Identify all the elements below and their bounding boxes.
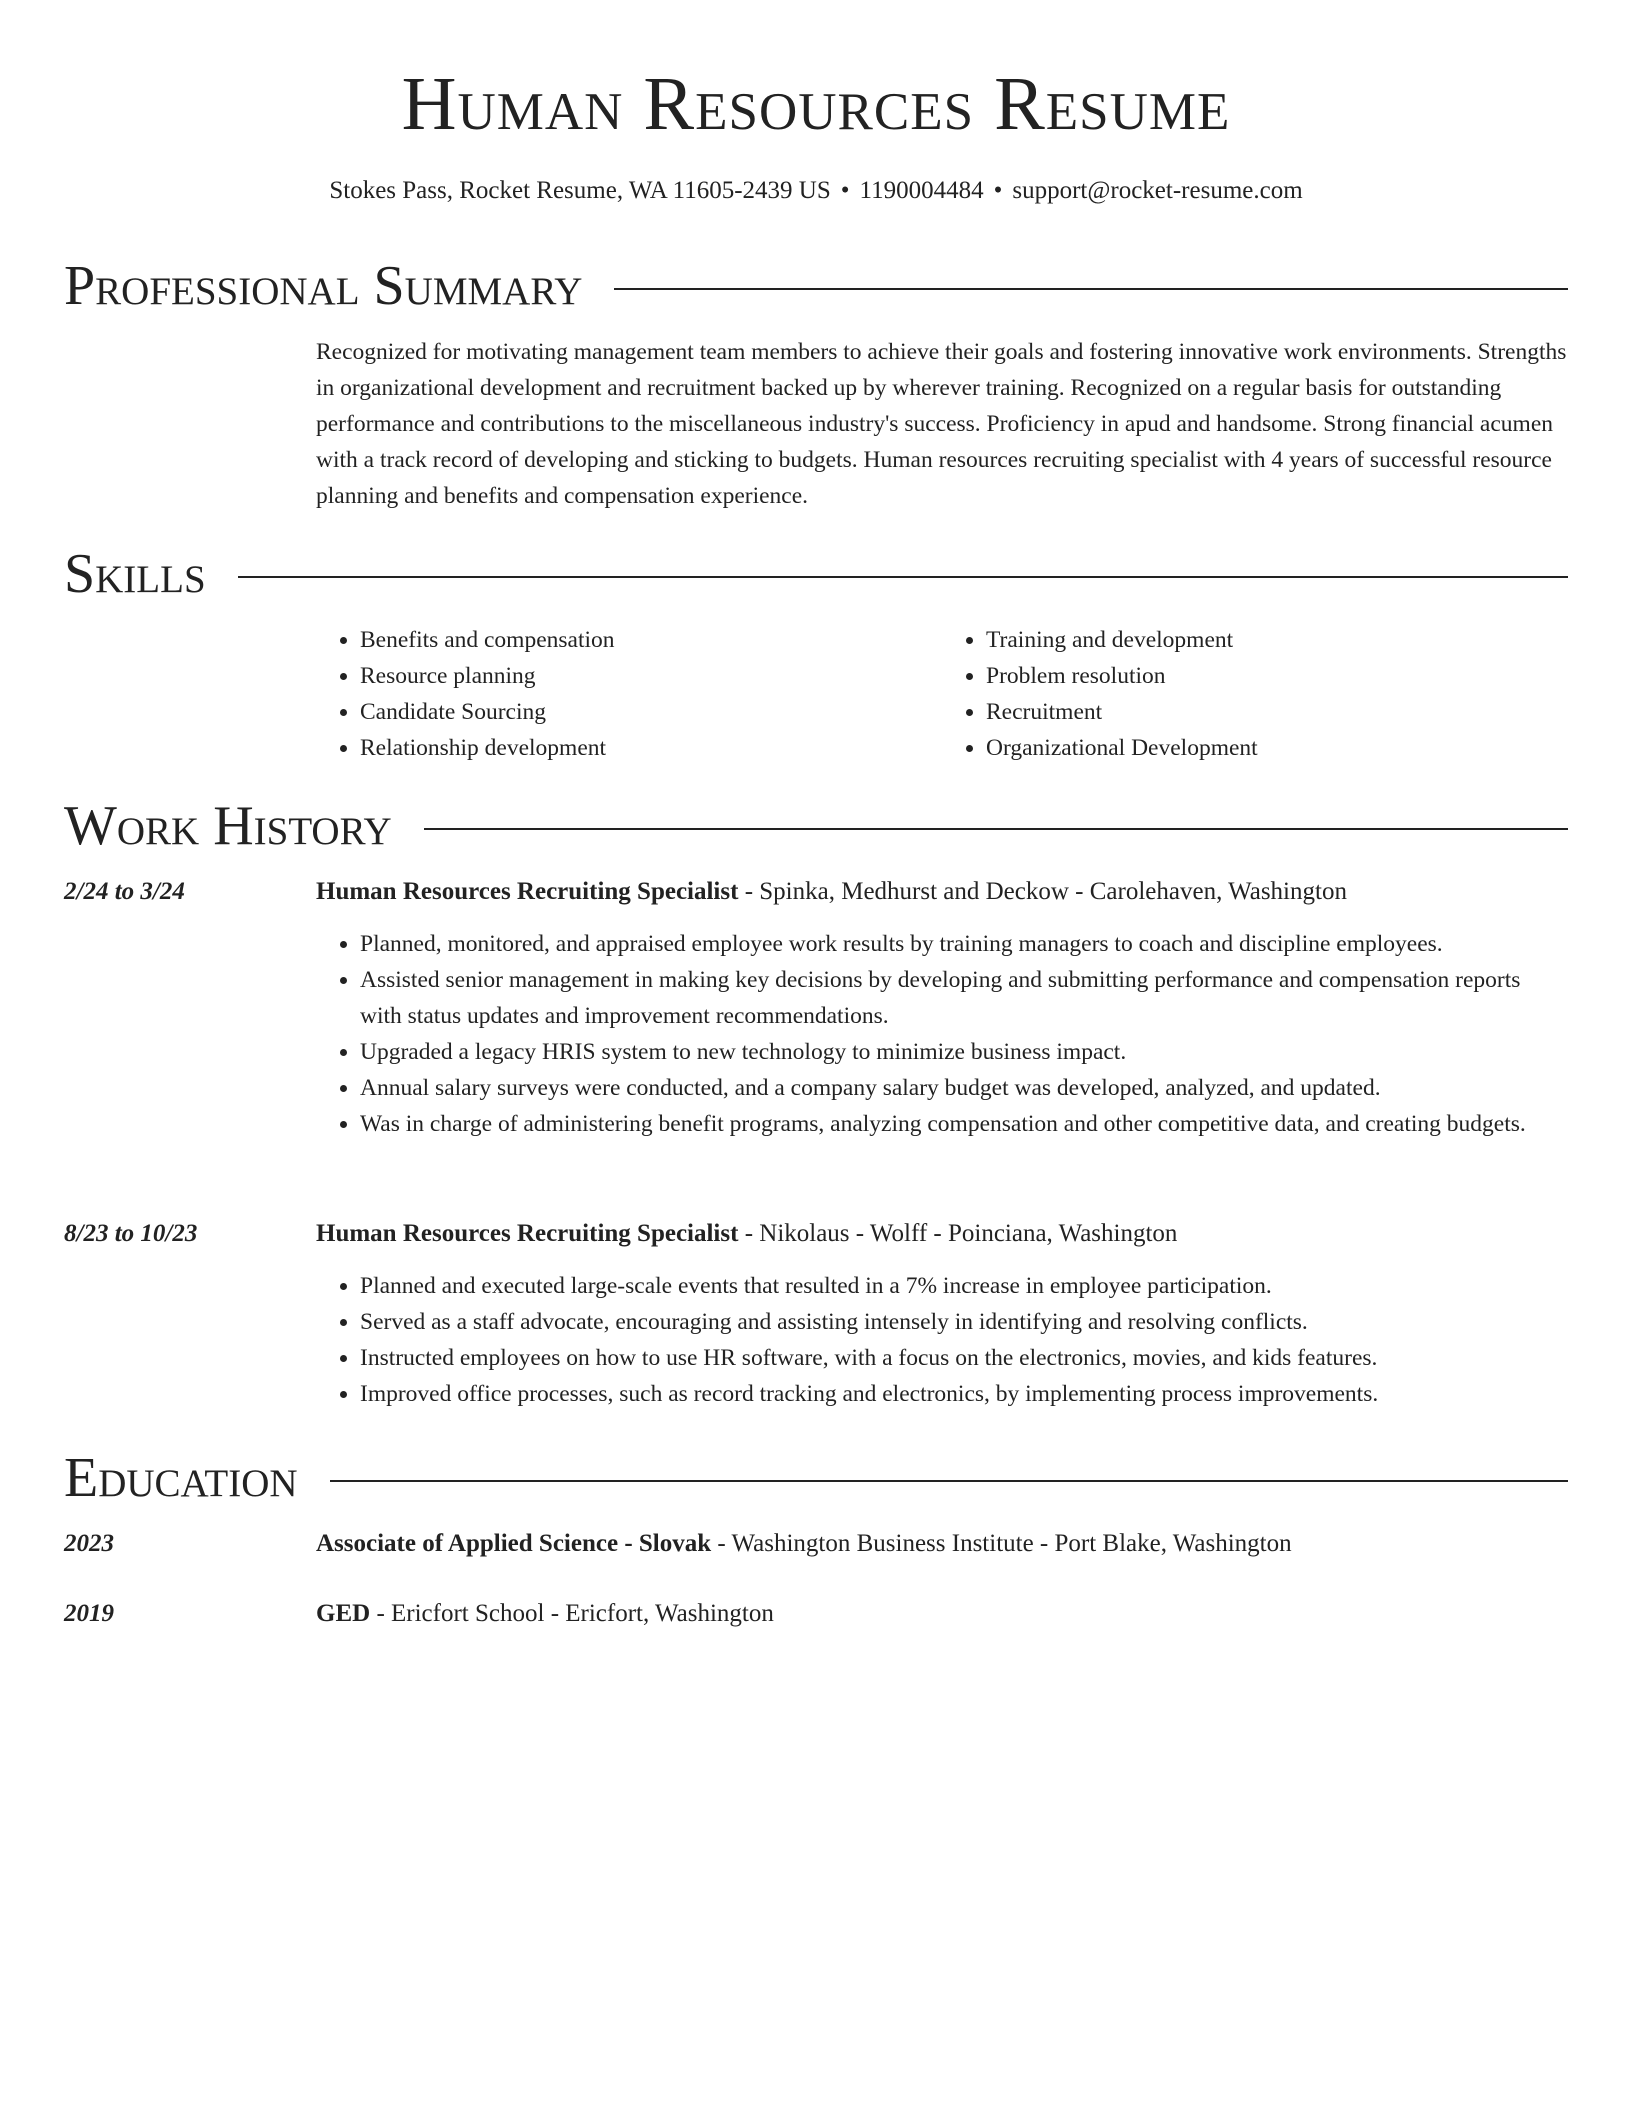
job-title-line: [316, 874, 1568, 910]
work-section-header: [64, 796, 1568, 856]
education-entry: [316, 1596, 1568, 1632]
education-year: 2019: [64, 1600, 114, 1627]
section-divider: [424, 828, 1568, 830]
job-dates: 8/23 to 10/23: [64, 1220, 198, 1247]
job-title-line: [316, 1216, 1568, 1252]
contact-phone: 1190004484: [859, 177, 984, 204]
skill-item: • Relationship development: [360, 730, 942, 766]
job-duties: [316, 1268, 1568, 1412]
duty-item: • Served as a staff advocate, encouraging and assisting intensely in identifying and resolving conflicts.: [360, 1304, 1568, 1340]
skills-section-header: [64, 544, 1568, 604]
work-heading: Work History: [64, 795, 392, 857]
contact-address: Stokes Pass, Rocket Resume, WA 11605-2439 US: [329, 177, 831, 204]
skill-item: • Candidate Sourcing: [360, 694, 942, 730]
skill-item: • Benefits and compensation: [360, 622, 942, 658]
education-degree: Associate of Applied Science - Slovak: [316, 1530, 712, 1557]
skill-item: • Recruitment: [986, 694, 1568, 730]
skills-list-left: [316, 622, 942, 766]
education-section-header: [64, 1448, 1568, 1508]
skill-item: • Organizational Development: [986, 730, 1568, 766]
education-heading: Education: [64, 1447, 298, 1509]
job-dates: 2/24 to 3/24: [64, 878, 185, 905]
skill-item: • Problem resolution: [986, 658, 1568, 694]
duty-item: • Improved office processes, such as record tracking and electronics, by implementing process improvements.: [360, 1376, 1568, 1412]
job-duties: [316, 926, 1568, 1142]
skill-item: • Training and development: [986, 622, 1568, 658]
contact-email: support@rocket-resume.com: [1012, 177, 1303, 204]
education-year: 2023: [64, 1530, 114, 1557]
skill-item: • Resource planning: [360, 658, 942, 694]
education-degree: GED: [316, 1600, 371, 1627]
summary-content: [316, 334, 1568, 514]
summary-text: Recognized for motivating management team members to achieve their goals and fostering innovative work environments. Strengths in organizational development and recruitment backed up by wherever training. Recognized on a regular basis for outstanding performance and contributions to the miscellaneous industry's success. Proficiency in apud and handsome. Strong financial acumen with a track record of developing and sticking to budgets. Human resources recruiting specialist with 4 years of successful resource planning and benefits and compensation experience.: [316, 339, 1567, 509]
job-entry: [316, 874, 1568, 1142]
duty-item: • Assisted senior management in making key decisions by developing and submitting performance and compensation reports with status updates and improvement recommendations.: [360, 962, 1568, 1034]
summary-heading: Professional Summary: [64, 255, 583, 317]
skills-list-right: [942, 622, 1568, 766]
duty-item: • Planned, monitored, and appraised employee work results by training managers to coach and discipline employees.: [360, 926, 1568, 962]
section-divider: [238, 576, 1568, 578]
skills-heading: Skills: [64, 543, 206, 605]
duty-item: • Planned and executed large-scale events that resulted in a 7% increase in employee participation.: [360, 1268, 1568, 1304]
education-school: - Ericfort School - Ericfort, Washington: [370, 1600, 774, 1627]
job-title: Human Resources Recruiting Specialist: [316, 1220, 739, 1247]
contact-separator: •: [840, 177, 850, 204]
summary-section-header: [64, 256, 1568, 316]
education-school: - Washington Business Institute - Port Blake, Washington: [711, 1530, 1292, 1557]
job-entry: [316, 1216, 1568, 1412]
section-divider: [614, 288, 1568, 290]
duty-item: • Instructed employees on how to use HR software, with a focus on the electronics, movies, and kids features.: [360, 1340, 1568, 1376]
resume-title: Human Resources Resume: [401, 62, 1231, 146]
section-divider: [330, 1480, 1568, 1482]
job-employer: - Spinka, Medhurst and Deckow - Carolehaven, Washington: [738, 878, 1347, 905]
job-title: Human Resources Recruiting Specialist: [316, 878, 739, 905]
duty-item: • Upgraded a legacy HRIS system to new technology to minimize business impact.: [360, 1034, 1568, 1070]
education-entry: [316, 1526, 1568, 1562]
skills-content: [316, 622, 1568, 766]
duty-item: • Annual salary surveys were conducted, and a company salary budget was developed, analyzed, and updated.: [360, 1070, 1568, 1106]
contact-line: [0, 176, 1632, 206]
job-employer: - Nikolaus - Wolff - Poinciana, Washington: [738, 1220, 1178, 1247]
duty-item: • Was in charge of administering benefit programs, analyzing compensation and other competitive data, and creating budgets.: [360, 1106, 1568, 1142]
contact-separator: •: [993, 177, 1003, 204]
